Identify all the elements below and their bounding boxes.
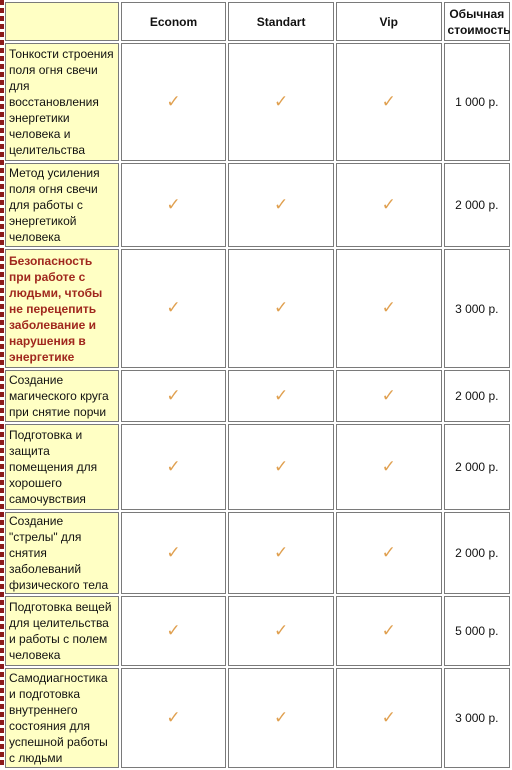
service-name: Безопасность при работе с людьми, чтобы не перецепить заболевание и нарушения в энергетике	[9, 253, 103, 364]
price-cell: 2 000 р.	[444, 163, 510, 247]
check-cell-econom	[121, 43, 227, 161]
checkmark-icon: ✓	[381, 707, 396, 727]
checkmark-icon: ✓	[273, 385, 289, 405]
checkmark-icon: ✓	[273, 542, 289, 562]
check-cell-standart	[228, 370, 334, 422]
checkmark-icon: ✓	[381, 456, 396, 476]
check-cell-econom	[121, 596, 227, 666]
checkmark-icon: ✓	[166, 298, 181, 317]
checkmark-icon: ✓	[166, 385, 181, 405]
service-name-cell	[5, 163, 119, 247]
check-cell-standart	[228, 163, 334, 247]
checkmark-icon: ✓	[381, 542, 396, 562]
header-corner-cell	[5, 2, 119, 41]
pricing-table	[3, 0, 512, 770]
service-name-cell	[5, 370, 119, 422]
plan-header-standart: Standart	[228, 2, 334, 41]
checkmark-icon: ✓	[381, 298, 396, 317]
price-header: Обычная стоимость	[444, 2, 510, 41]
service-name-cell	[5, 596, 119, 666]
check-cell-vip	[336, 668, 442, 768]
check-cell-vip	[336, 163, 442, 247]
service-name-cell	[5, 512, 119, 594]
price-cell: 5 000 р.	[444, 596, 510, 666]
service-name: Создание "стрелы" для снятия заболеваний физического тела	[9, 514, 109, 592]
check-cell-standart	[228, 668, 334, 768]
table-row	[5, 424, 510, 510]
table-row	[5, 596, 510, 666]
service-name: Подготовка и защита помещения для хорошего самочувствия	[9, 428, 98, 506]
check-cell-vip	[336, 249, 442, 368]
check-cell-vip	[336, 596, 442, 666]
plan-header-vip: Vip	[336, 2, 442, 41]
check-cell-standart	[228, 249, 334, 368]
checkmark-icon: ✓	[166, 456, 181, 476]
service-name: Создание магического круга при снятие порчи	[9, 373, 109, 419]
service-name-cell	[5, 43, 119, 161]
table-row	[5, 43, 510, 161]
checkmark-icon: ✓	[381, 620, 396, 640]
checkmark-icon: ✓	[381, 194, 396, 214]
check-cell-econom	[121, 512, 227, 594]
check-cell-vip	[336, 512, 442, 594]
check-cell-vip	[336, 43, 442, 161]
price-cell: 2 000 р.	[444, 424, 510, 510]
price-cell: 3 000 р.	[444, 249, 510, 368]
checkmark-icon: ✓	[273, 194, 289, 214]
table-row	[5, 249, 510, 368]
table-row	[5, 512, 510, 594]
checkmark-icon: ✓	[166, 91, 181, 111]
checkmark-icon: ✓	[273, 456, 289, 476]
check-cell-vip	[336, 424, 442, 510]
service-name: Тонкости строения поля огня свечи для восстановления энергетики человека и целительства	[9, 47, 114, 157]
checkmark-icon: ✓	[273, 620, 289, 640]
service-name-cell	[5, 424, 119, 510]
price-cell: 3 000 р.	[444, 668, 510, 768]
checkmark-icon: ✓	[166, 620, 181, 640]
check-cell-econom	[121, 370, 227, 422]
checkmark-icon: ✓	[381, 91, 396, 111]
check-cell-standart	[228, 424, 334, 510]
checkmark-icon: ✓	[166, 194, 181, 214]
check-cell-econom	[121, 424, 227, 510]
price-cell: 2 000 р.	[444, 512, 510, 594]
price-cell: 1 000 р.	[444, 43, 510, 161]
check-cell-standart	[228, 596, 334, 666]
table-row	[5, 163, 510, 247]
price-cell: 2 000 р.	[444, 370, 510, 422]
service-rows	[5, 43, 510, 768]
service-name-cell	[5, 668, 119, 768]
table-row	[5, 668, 510, 768]
checkmark-icon: ✓	[166, 542, 181, 562]
service-name: Метод усиления поля огня свечи для работы с энергетикой человека	[9, 166, 100, 244]
check-cell-econom	[121, 249, 227, 368]
checkmark-icon: ✓	[273, 298, 289, 317]
plan-header-econom: Econom	[121, 2, 227, 41]
checkmark-icon: ✓	[273, 91, 289, 111]
table-row	[5, 370, 510, 422]
check-cell-standart	[228, 512, 334, 594]
checkmark-icon: ✓	[273, 707, 289, 727]
checkmark-icon: ✓	[381, 385, 396, 405]
check-cell-vip	[336, 370, 442, 422]
service-name: Подготовка вещей для целительства и работы с полем человека	[9, 600, 112, 662]
check-cell-econom	[121, 668, 227, 768]
service-name: Самодиагностика и подготовка внутреннего состояния для успешной работы с людьми	[9, 671, 108, 765]
checkmark-icon: ✓	[166, 707, 181, 727]
check-cell-standart	[228, 43, 334, 161]
check-cell-econom	[121, 163, 227, 247]
header-row	[5, 2, 510, 41]
service-name-cell	[5, 249, 119, 368]
